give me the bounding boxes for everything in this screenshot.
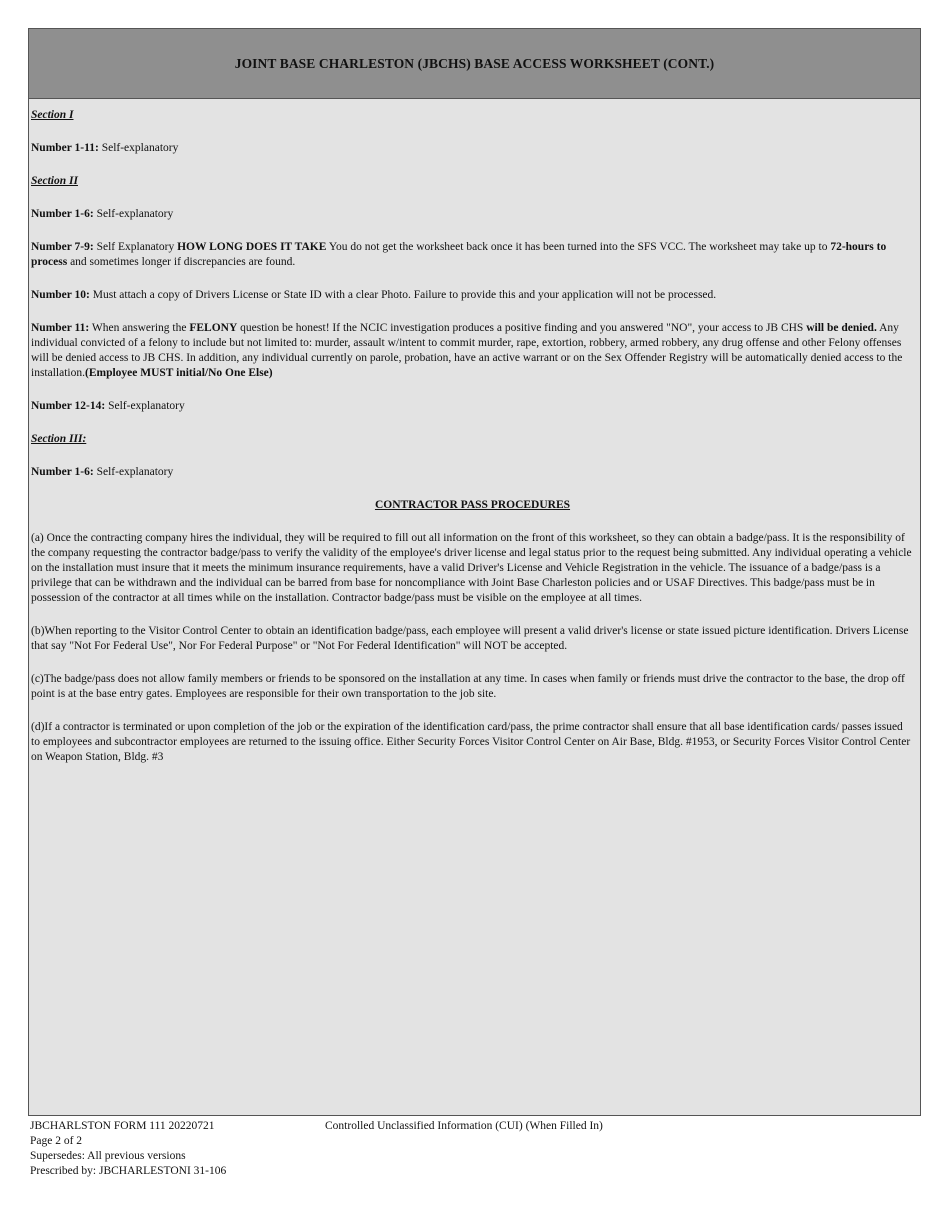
page-title xyxy=(29,29,920,99)
section-ii-number-11: Number 11: When answering the FELONY question be honest! If the NCIC investigation produces a positive finding and you answered "NO", your access to JB CHS will be denied. Any individual convicted of a felony to include but not limited to: murder, assault w/intent to commit murder, rape, extortion, robbery, armed robbery, any drug offense and other Felony offenses will be denied access to JB CHS. In addition, any individual currently on parole, probation, have an active warrant or on the Sex Offender Registry will be automatically denied access to the installation.(Employee MUST initial/No One Else) xyxy=(31,322,903,379)
page-number: Page 2 of 2 xyxy=(30,1135,83,1147)
section-i-title: Section I xyxy=(31,109,74,121)
prescribed-by: Prescribed by: JBCHARLESTONI 31-106 xyxy=(30,1165,227,1177)
section-ii-number-10: Number 10: Must attach a copy of Drivers License or State ID with a clear Photo. Failure to provide this and your application will not be processed. xyxy=(31,289,717,301)
section-iii-title: Section III: xyxy=(31,433,87,445)
section-ii-number-7-9: Number 7-9: Self Explanatory HOW LONG DOES IT TAKE You do not get the worksheet back once it has been turned into the SFS VCC. The worksheet may take up to 72-hours to process and sometimes longer if discrepancies are found. xyxy=(31,241,887,268)
contractor-pass-heading: CONTRACTOR PASS PROCEDURES xyxy=(374,499,571,511)
instructions-body xyxy=(29,99,920,765)
section-ii-number-12-14: Number 12-14: Self-explanatory xyxy=(31,400,185,412)
form-footer xyxy=(30,1119,226,1179)
section-ii-number-1-6: Number 1-6: Self-explanatory xyxy=(31,208,174,220)
contractor-paragraph-d: (d)If a contractor is terminated or upon completion of the job or the expiration of the identification card/pass, the prime contractor shall ensure that all base identification cards/ passes issued to employees and subcontractor employees are returned to the issuing office. Either Security Forces Visitor Control Center on Air Base, Bldg. #1953, or Security Forces Visitor Control Center on Weapon Station, Bldg. #3 xyxy=(31,721,911,763)
cui-marking: Controlled Unclassified Information (CUI) (When Filled In) xyxy=(325,1120,603,1132)
page-title-text: JOINT BASE CHARLESTON (JBCHS) BASE ACCESS WORKSHEET (CONT.) xyxy=(234,55,715,71)
section-i-number-1-11: Number 1-11: Self-explanatory xyxy=(31,142,179,154)
worksheet-frame xyxy=(28,28,921,1116)
contractor-paragraph-b: (b)When reporting to the Visitor Control Center to obtain an identification badge/pass, each employee will present a valid driver's license or state issued picture identification. Drivers License that say "Not For Federal Use", Nor For Federal Purpose" or "Not For Federal Identification" will NOT be accepted. xyxy=(31,625,909,652)
section-ii-title: Section II xyxy=(31,175,78,187)
supersedes-note: Supersedes: All previous versions xyxy=(30,1150,186,1162)
contractor-paragraph-c: (c)The badge/pass does not allow family members or friends to be sponsored on the installation at any time. In cases when family or friends must drive the contractor to the base, the drop off point is at the base entry gates. Employees are responsible for their own transportation to the job site. xyxy=(31,673,905,700)
form-id: JBCHARLSTON FORM 111 20220721 xyxy=(30,1120,215,1132)
contractor-paragraph-a: (a) Once the contracting company hires the individual, they will be required to fill out all information on the front of this worksheet, so they can obtain a badge/pass. It is the responsibility of the company requesting the contractor badge/pass to verify the validity of the employee's driver license and legal status prior to the request being submitted. Any individual operating a vehicle on the installation must insure that it meets the minimum insurance requirements, have a valid Driver's License and Vehicle Registration in the vehicle. The issuance of a badge/pass is a privilege that can be withdrawn and the individual can be barred from base for noncompliance with Joint Base Charleston policies and or USAF Directives. This badge/pass must be in possession of the contractor at all times while on the installation. Contractor badge/pass must be visible on the employee at all times. xyxy=(31,532,912,604)
section-iii-number-1-6: Number 1-6: Self-explanatory xyxy=(31,466,174,478)
